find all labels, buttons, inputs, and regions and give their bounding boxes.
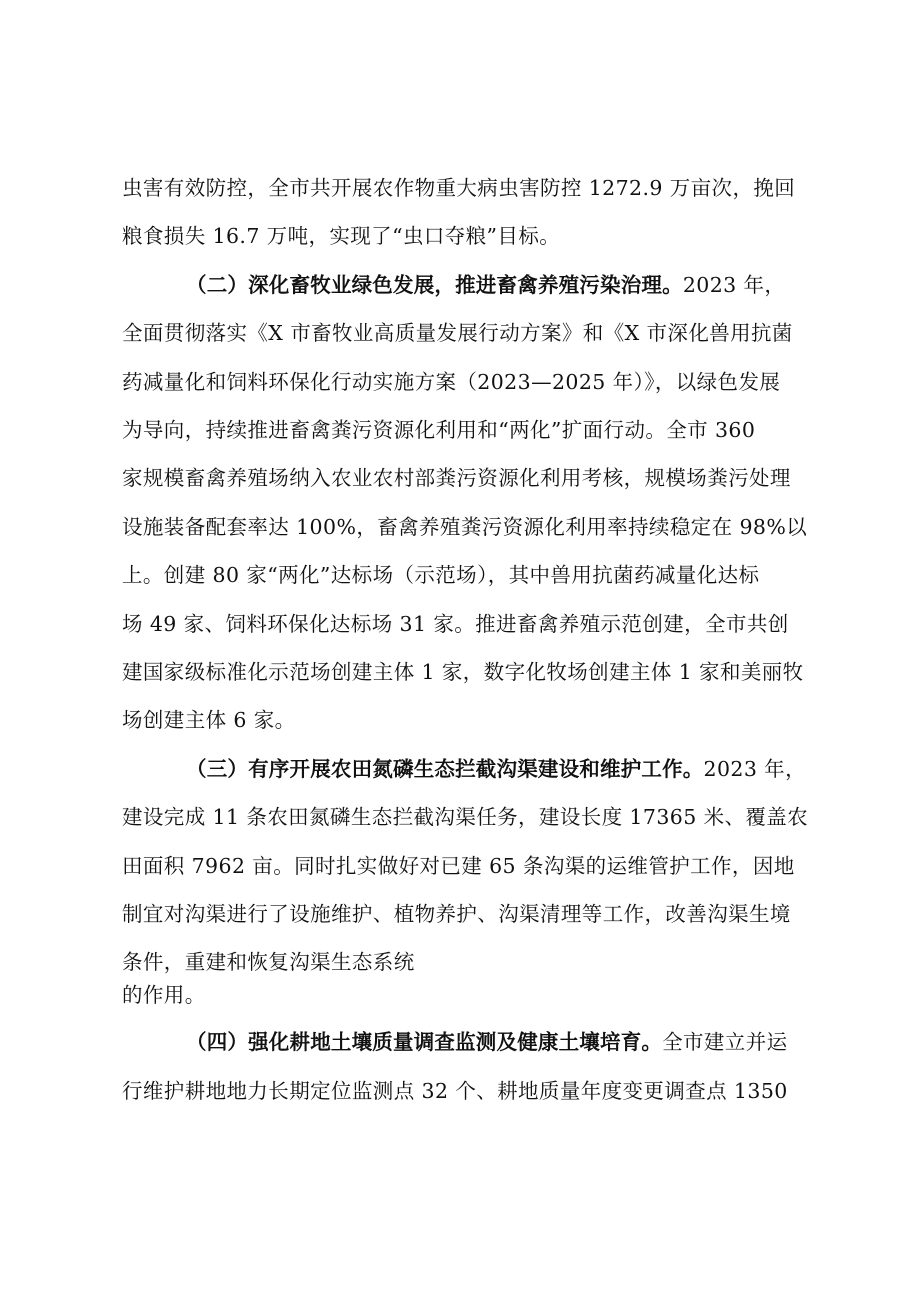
para3-heading: （三）有序开展农田氮磷生态拦截沟渠建设和维护工作。: [186, 757, 704, 781]
para2-line-9: 场创建主体 6 家。: [122, 708, 296, 732]
para1-line-2: 粮食损失 16.7 万吨，实现了“虫口夺粮”目标。: [122, 224, 561, 248]
para3-line-3: 制宜对沟渠进行了设施维护、植物养护、沟渠清理等工作，改善沟渠生境: [122, 902, 791, 926]
para4-line-1: 行维护耕地地力长期定位监测点 32 个、耕地质量年度变更调查点 1350: [122, 1079, 788, 1103]
para2-line-4: 家规模畜禽养殖场纳入农业农村部粪污资源化利用考核，规模场粪污处理: [122, 466, 791, 490]
para2-line-2: 药减量化和饲料环保化行动实施方案（2023—2025 年）》，以绿色发展: [122, 370, 781, 394]
para3-line-2: 田面积 7962 亩。同时扎实做好对已建 65 条沟渠的运维管护工作，因地: [122, 854, 795, 878]
para2-heading: （二）深化畜牧业绿色发展，推进畜禽养殖污染治理。: [186, 273, 683, 297]
para3-line-5: 的作用。: [122, 983, 206, 1007]
para3-line-1: 建设完成 11 条农田氮磷生态拦截沟渠任务，建设长度 17365 米、覆盖农: [122, 805, 809, 829]
para3-lead-line: [186, 755, 806, 783]
para2-line-5: 设施装备配套率达 100%，畜禽养殖粪污资源化利用率持续稳定在 98%以: [122, 515, 808, 539]
para2-line-6: 上。创建 80 家“两化”达标场（示范场），其中兽用抗菌药减量化达标: [122, 563, 760, 587]
para4-heading: （四）强化耕地土壤质量调查监测及健康土壤培育。: [186, 1030, 663, 1054]
para2-line-7: 场 49 家、饲料环保化达标场 31 家。推进畜禽养殖示范创建，全市共创: [122, 612, 789, 636]
para1-line-1: 虫害有效防控，全市共开展农作物重大病虫害防控 1272.9 万亩次，挽回: [122, 176, 796, 200]
para4-lead-rest: 全市建立并运: [662, 1030, 788, 1054]
para4-lead-line: [186, 1028, 788, 1056]
para2-line-3: 为导向，持续推进畜禽粪污资源化利用和“两化”扩面行动。全市 360: [122, 418, 756, 442]
para3-line-4: 条件，重建和恢复沟渠生态系统: [122, 950, 415, 974]
para2-line-8: 建国家级标准化示范场创建主体 1 家，数字化牧场创建主体 1 家和美丽牧: [122, 660, 804, 684]
para2-lead-line: [186, 271, 785, 299]
para2-lead-rest: 2023 年，: [682, 273, 786, 297]
para2-line-1: 全面贯彻落实《X 市畜牧业高质量发展行动方案》和《X 市深化兽用抗菌: [122, 321, 793, 345]
para3-lead-rest: 2023 年，: [703, 757, 806, 781]
